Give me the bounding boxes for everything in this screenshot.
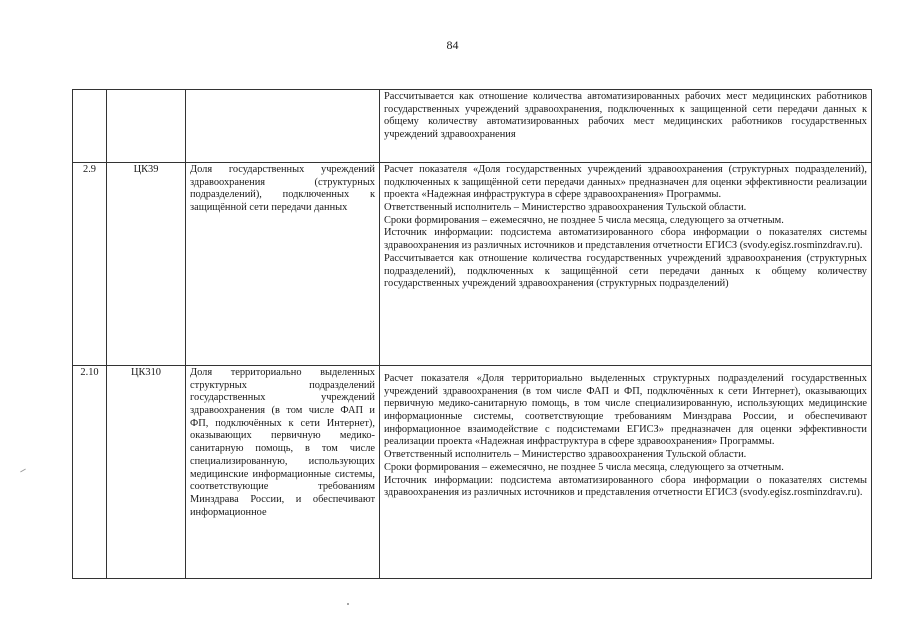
indicator-name: Доля территориально выделенных структурных подразделений государственных учреждений здравоохранения (в том числе ФАП и ФП, подключённых к сети Интернет), оказывающих первичную медико-санитарную помощь, в том числе специализированную, использующих медицинские информационные системы, соответствующие требованиям Минздрава России, и обеспечивают информационное xyxy=(186,366,380,579)
table-row xyxy=(73,163,872,366)
scan-mark xyxy=(20,469,26,473)
indicator-description xyxy=(380,366,872,579)
description-paragraph: Расчет показателя «Доля государственных учреждений здравоохранения (структурных подразделений), подключенных к защищённой сети передачи данных» предназначен для оценки эффективности реализации проекта «Надежная инфраструктура в сфере здравоохранения» Программы. xyxy=(384,164,867,201)
table-row xyxy=(73,366,872,579)
description-paragraph: Источник информации: подсистема автоматизированного сбора информации о показателях системы здравоохранения из различных источников и представления отчетности ЕГИСЗ (svody.egisz.rosminzdrav.ru). xyxy=(384,474,867,499)
indicator-code: ЦК39 xyxy=(107,163,186,366)
description-paragraph: Сроки формирования – ежемесячно, не позднее 5 числа месяца, следующего за отчетным. xyxy=(384,214,784,226)
page-number: 84 xyxy=(446,38,459,52)
scan-dot xyxy=(347,603,349,605)
description-paragraph: Ответственный исполнитель – Министерство здравоохранения Тульской области. xyxy=(384,202,747,214)
description-paragraph: Источник информации: подсистема автоматизированного сбора информации о показателях системы здравоохранения из различных источников и представления отчетности ЕГИСЗ (svody.egisz.rosminzdrav.ru). xyxy=(384,227,867,252)
description-paragraph: Рассчитывается как отношение количества автоматизированных рабочих мест медицинских работников государственных учреждений здравоохранения, подключенных к защищенной сети передачи данных к общему количеству автоматизированных рабочих мест медицинских работников государственных учреждений здравоохранения xyxy=(384,91,867,141)
indicator-description xyxy=(380,163,872,366)
description-paragraph: Расчет показателя «Доля территориально выделенных структурных подразделений государственных учреждений здравоохранения (в том числе ФАП и ФП, подключённых к сети Интернет), оказывающих первичную медико-санитарную помощь, в том числе специализированную, использующих медицинские информационные системы, соответствующие требованиям Минздрава России, и обеспечивают информационное взаимодействие с подсистемами ЕГИСЗ» предназначен для оценки эффективности реализации проекта «Надежная инфраструктура в сфере здравоохранения» Программы. xyxy=(384,373,867,448)
description-paragraph: Ответственный исполнитель – Министерство здравоохранения Тульской области. xyxy=(384,449,747,461)
row-number: 2.10 xyxy=(73,366,107,579)
indicator-code: ЦК310 xyxy=(107,366,186,579)
row-number: 2.9 xyxy=(73,163,107,366)
description-paragraph: Сроки формирования – ежемесячно, не позднее 5 числа месяца, следующего за отчетным. xyxy=(384,461,784,473)
indicator-name xyxy=(186,90,380,163)
row-number xyxy=(73,90,107,163)
table-row xyxy=(73,90,872,163)
indicator-description xyxy=(380,90,872,163)
indicators-table xyxy=(72,89,872,579)
indicator-code xyxy=(107,90,186,163)
description-paragraph: Рассчитывается как отношение количества государственных учреждений здравоохранения (структурных подразделений), подключенных к защищённой сети передачи данных к общему количеству государственных учреждений здравоохранения (структурных подразделений) xyxy=(384,252,867,290)
indicator-name: Доля государственных учреждений здравоохранения (структурных подразделений), подключенных к защищённой сети передачи данных xyxy=(186,163,380,366)
